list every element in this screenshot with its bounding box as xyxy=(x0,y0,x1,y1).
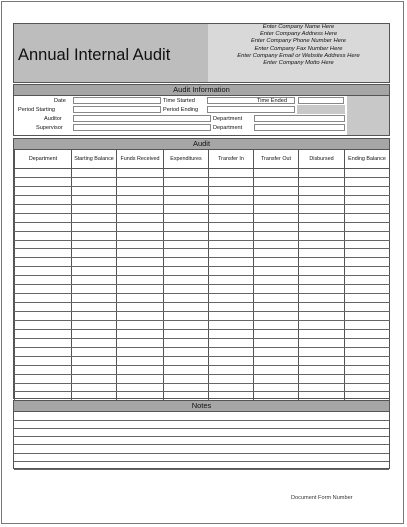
table-cell[interactable] xyxy=(254,249,299,258)
table-cell[interactable] xyxy=(345,222,390,231)
table-cell[interactable] xyxy=(299,320,345,329)
table-cell[interactable] xyxy=(72,169,117,178)
notes-section xyxy=(13,400,390,469)
table-cell[interactable] xyxy=(164,347,209,356)
table-cell[interactable] xyxy=(299,383,345,392)
table-cell[interactable] xyxy=(164,249,209,258)
table-cell[interactable] xyxy=(209,267,254,276)
table-cell[interactable] xyxy=(164,231,209,240)
table-cell[interactable] xyxy=(15,347,72,356)
table-cell[interactable] xyxy=(254,276,299,285)
table-cell[interactable] xyxy=(254,365,299,374)
table-cell[interactable] xyxy=(72,303,117,312)
table-cell[interactable] xyxy=(254,383,299,392)
table-cell[interactable] xyxy=(72,258,117,267)
table-cell[interactable] xyxy=(164,312,209,321)
table-cell[interactable] xyxy=(117,338,164,347)
table-row xyxy=(15,356,390,365)
table-cell[interactable] xyxy=(299,258,345,267)
period-ending-field[interactable] xyxy=(207,106,295,113)
notes-line[interactable] xyxy=(14,436,389,437)
company-motto[interactable]: Enter Company Motto Here xyxy=(263,60,334,67)
table-cell[interactable] xyxy=(164,329,209,338)
audit-section xyxy=(13,138,390,399)
table-cell[interactable] xyxy=(117,249,164,258)
table-row xyxy=(15,383,390,392)
table-row xyxy=(15,303,390,312)
table-cell[interactable] xyxy=(117,383,164,392)
column-header: Transfer In xyxy=(209,150,254,169)
table-cell[interactable] xyxy=(254,320,299,329)
table-cell[interactable] xyxy=(345,213,390,222)
table-cell[interactable] xyxy=(299,312,345,321)
table-cell[interactable] xyxy=(299,267,345,276)
table-cell[interactable] xyxy=(209,169,254,178)
table-cell[interactable] xyxy=(117,231,164,240)
table-cell[interactable] xyxy=(299,177,345,186)
table-cell[interactable] xyxy=(164,276,209,285)
table-cell[interactable] xyxy=(254,329,299,338)
table-cell[interactable] xyxy=(15,222,72,231)
table-row xyxy=(15,222,390,231)
table-cell[interactable] xyxy=(164,222,209,231)
notes-line[interactable] xyxy=(14,461,389,462)
table-row xyxy=(15,312,390,321)
column-header: Disbursed xyxy=(299,150,345,169)
table-row xyxy=(15,329,390,338)
table-cell[interactable] xyxy=(209,186,254,195)
table-cell[interactable] xyxy=(117,213,164,222)
table-cell[interactable] xyxy=(15,374,72,383)
company-fax[interactable]: Enter Company Fax Number Here xyxy=(254,45,343,52)
company-email[interactable]: Enter Company Email or Website Address Here xyxy=(237,52,360,59)
table-cell[interactable] xyxy=(254,374,299,383)
form-number: Document Form Number xyxy=(291,495,353,501)
table-cell[interactable] xyxy=(209,347,254,356)
notes-line[interactable] xyxy=(14,444,389,445)
table-row xyxy=(15,169,390,178)
table-row xyxy=(15,249,390,258)
table-cell[interactable] xyxy=(15,356,72,365)
notes-line[interactable] xyxy=(14,453,389,454)
table-cell[interactable] xyxy=(117,374,164,383)
table-cell[interactable] xyxy=(254,169,299,178)
table-cell[interactable] xyxy=(117,312,164,321)
table-row xyxy=(15,320,390,329)
table-cell[interactable] xyxy=(254,303,299,312)
period-starting-field[interactable] xyxy=(73,106,161,113)
table-cell[interactable] xyxy=(299,213,345,222)
department-label: Department xyxy=(213,116,243,122)
form-title: Annual Internal Audit xyxy=(18,46,171,64)
table-cell[interactable] xyxy=(209,204,254,213)
column-header: Ending Balance xyxy=(345,150,390,169)
table-cell[interactable] xyxy=(299,356,345,365)
table-cell[interactable] xyxy=(117,329,164,338)
table-cell[interactable] xyxy=(15,312,72,321)
table-cell[interactable] xyxy=(254,240,299,249)
table-row xyxy=(15,267,390,276)
table-cell[interactable] xyxy=(164,213,209,222)
table-row xyxy=(15,195,390,204)
table-cell[interactable] xyxy=(299,169,345,178)
table-cell[interactable] xyxy=(117,356,164,365)
table-cell[interactable] xyxy=(117,186,164,195)
table-cell[interactable] xyxy=(15,338,72,347)
table-cell[interactable] xyxy=(72,312,117,321)
table-cell[interactable] xyxy=(117,258,164,267)
table-cell[interactable] xyxy=(254,195,299,204)
table-cell[interactable] xyxy=(164,365,209,374)
table-row xyxy=(15,186,390,195)
table-cell[interactable] xyxy=(72,365,117,374)
table-cell[interactable] xyxy=(164,383,209,392)
table-cell[interactable] xyxy=(209,177,254,186)
table-cell[interactable] xyxy=(345,249,390,258)
table-cell[interactable] xyxy=(15,213,72,222)
table-cell[interactable] xyxy=(345,320,390,329)
table-cell[interactable] xyxy=(117,365,164,374)
table-cell[interactable] xyxy=(15,276,72,285)
table-cell[interactable] xyxy=(209,320,254,329)
table-cell[interactable] xyxy=(117,267,164,276)
table-cell[interactable] xyxy=(164,195,209,204)
table-row xyxy=(15,347,390,356)
table-cell[interactable] xyxy=(72,356,117,365)
table-cell[interactable] xyxy=(117,347,164,356)
table-cell[interactable] xyxy=(254,204,299,213)
table-cell[interactable] xyxy=(117,320,164,329)
table-cell[interactable] xyxy=(209,329,254,338)
table-row xyxy=(15,294,390,303)
table-cell[interactable] xyxy=(164,186,209,195)
table-cell[interactable] xyxy=(345,338,390,347)
table-cell[interactable] xyxy=(345,169,390,178)
time-ended-label: Time Ended xyxy=(257,98,287,104)
table-cell[interactable] xyxy=(72,186,117,195)
table-cell[interactable] xyxy=(209,338,254,347)
table-cell[interactable] xyxy=(164,258,209,267)
time-ended-field[interactable] xyxy=(298,97,344,104)
table-cell[interactable] xyxy=(299,204,345,213)
table-cell[interactable] xyxy=(72,267,117,276)
table-cell[interactable] xyxy=(209,249,254,258)
table-cell[interactable] xyxy=(345,204,390,213)
department-2-field[interactable] xyxy=(254,124,345,131)
column-header: Funds Received xyxy=(117,150,164,169)
period-starting-label: Period Starting xyxy=(18,107,56,113)
table-cell[interactable] xyxy=(164,177,209,186)
table-cell[interactable] xyxy=(299,365,345,374)
table-cell[interactable] xyxy=(117,169,164,178)
table-cell[interactable] xyxy=(164,374,209,383)
table-cell[interactable] xyxy=(345,195,390,204)
table-cell[interactable] xyxy=(164,356,209,365)
period-ending-label: Period Ending xyxy=(163,107,199,113)
table-cell[interactable] xyxy=(209,222,254,231)
table-cell[interactable] xyxy=(209,383,254,392)
table-cell[interactable] xyxy=(164,338,209,347)
table-cell[interactable] xyxy=(299,294,345,303)
notes-title: Notes xyxy=(14,401,389,412)
audit-table xyxy=(14,149,390,419)
table-cell[interactable] xyxy=(15,240,72,249)
table-cell[interactable] xyxy=(299,231,345,240)
table-cell[interactable] xyxy=(164,240,209,249)
notes-line[interactable] xyxy=(14,469,389,470)
table-cell[interactable] xyxy=(15,294,72,303)
table-cell[interactable] xyxy=(299,329,345,338)
table-cell[interactable] xyxy=(345,347,390,356)
table-cell[interactable] xyxy=(15,320,72,329)
table-cell[interactable] xyxy=(299,276,345,285)
table-cell[interactable] xyxy=(254,356,299,365)
table-cell[interactable] xyxy=(209,374,254,383)
table-cell[interactable] xyxy=(117,240,164,249)
table-cell[interactable] xyxy=(15,195,72,204)
supervisor-field[interactable] xyxy=(73,124,211,131)
company-phone[interactable]: Enter Company Phone Number Here xyxy=(250,38,347,45)
date-field[interactable] xyxy=(73,97,161,104)
table-row xyxy=(15,365,390,374)
table-cell[interactable] xyxy=(72,383,117,392)
table-row xyxy=(15,258,390,267)
table-cell[interactable] xyxy=(15,177,72,186)
auditor-field[interactable] xyxy=(73,115,211,122)
table-cell[interactable] xyxy=(117,285,164,294)
table-cell[interactable] xyxy=(345,258,390,267)
table-cell[interactable] xyxy=(345,231,390,240)
table-cell[interactable] xyxy=(345,240,390,249)
department-field[interactable] xyxy=(254,115,345,122)
table-cell[interactable] xyxy=(117,222,164,231)
column-header: Expenditures xyxy=(164,150,209,169)
notes-line[interactable] xyxy=(14,420,389,421)
table-row xyxy=(15,213,390,222)
table-cell[interactable] xyxy=(209,356,254,365)
table-row xyxy=(15,338,390,347)
table-cell[interactable] xyxy=(299,186,345,195)
table-row xyxy=(15,204,390,213)
table-cell[interactable] xyxy=(254,213,299,222)
table-cell[interactable] xyxy=(345,329,390,338)
table-cell[interactable] xyxy=(72,294,117,303)
company-name[interactable]: Enter Company Name Here xyxy=(262,24,335,30)
table-cell[interactable] xyxy=(117,303,164,312)
date-label: Date xyxy=(54,98,66,104)
table-cell[interactable] xyxy=(209,285,254,294)
table-cell[interactable] xyxy=(345,177,390,186)
audit-title: Audit xyxy=(14,139,389,150)
column-header: Starting Balance xyxy=(72,150,117,169)
table-cell[interactable] xyxy=(254,294,299,303)
table-cell[interactable] xyxy=(345,267,390,276)
table-row xyxy=(15,177,390,186)
table-cell[interactable] xyxy=(15,285,72,294)
table-cell[interactable] xyxy=(254,285,299,294)
supervisor-label: Supervisor xyxy=(36,125,63,131)
auditor-label: Auditor xyxy=(44,116,62,122)
column-header: Transfer Out xyxy=(254,150,299,169)
table-cell[interactable] xyxy=(72,347,117,356)
table-cell[interactable] xyxy=(299,338,345,347)
table-cell[interactable] xyxy=(72,231,117,240)
table-cell[interactable] xyxy=(164,285,209,294)
table-cell[interactable] xyxy=(164,303,209,312)
table-cell[interactable] xyxy=(117,294,164,303)
table-cell[interactable] xyxy=(72,213,117,222)
table-cell[interactable] xyxy=(72,329,117,338)
notes-line[interactable] xyxy=(14,428,389,429)
table-cell[interactable] xyxy=(15,186,72,195)
table-cell[interactable] xyxy=(15,267,72,276)
table-cell[interactable] xyxy=(164,267,209,276)
table-cell[interactable] xyxy=(117,276,164,285)
table-cell[interactable] xyxy=(345,374,390,383)
table-cell[interactable] xyxy=(209,213,254,222)
table-cell[interactable] xyxy=(254,312,299,321)
table-cell[interactable] xyxy=(15,231,72,240)
table-cell[interactable] xyxy=(254,267,299,276)
table-cell[interactable] xyxy=(209,312,254,321)
table-cell[interactable] xyxy=(299,347,345,356)
audit-header-row xyxy=(15,150,390,169)
title-panel xyxy=(14,24,209,82)
table-cell[interactable] xyxy=(209,231,254,240)
table-cell[interactable] xyxy=(209,303,254,312)
time-started-label: Time Started xyxy=(163,98,195,104)
table-cell[interactable] xyxy=(209,258,254,267)
table-cell[interactable] xyxy=(345,383,390,392)
table-cell[interactable] xyxy=(209,195,254,204)
table-cell[interactable] xyxy=(72,338,117,347)
company-info-panel xyxy=(208,24,389,82)
table-cell[interactable] xyxy=(15,383,72,392)
table-cell[interactable] xyxy=(254,177,299,186)
audit-information-section xyxy=(13,84,390,136)
table-cell[interactable] xyxy=(299,285,345,294)
form-header xyxy=(13,23,390,83)
table-cell[interactable] xyxy=(15,249,72,258)
table-cell[interactable] xyxy=(72,240,117,249)
table-cell[interactable] xyxy=(345,285,390,294)
table-row xyxy=(15,276,390,285)
department-2-label: Department xyxy=(213,125,243,131)
table-cell[interactable] xyxy=(72,222,117,231)
table-cell[interactable] xyxy=(164,320,209,329)
table-cell[interactable] xyxy=(72,249,117,258)
gray-side-panel xyxy=(347,96,389,135)
table-cell[interactable] xyxy=(72,195,117,204)
table-cell[interactable] xyxy=(72,276,117,285)
table-cell[interactable] xyxy=(209,365,254,374)
table-cell[interactable] xyxy=(72,285,117,294)
table-cell[interactable] xyxy=(164,204,209,213)
table-cell[interactable] xyxy=(15,329,72,338)
table-cell[interactable] xyxy=(345,276,390,285)
table-cell[interactable] xyxy=(254,338,299,347)
table-cell[interactable] xyxy=(345,294,390,303)
table-cell[interactable] xyxy=(15,204,72,213)
table-cell[interactable] xyxy=(254,186,299,195)
table-cell[interactable] xyxy=(72,374,117,383)
table-cell[interactable] xyxy=(299,240,345,249)
column-header: Department xyxy=(15,150,72,169)
table-cell[interactable] xyxy=(15,169,72,178)
table-cell[interactable] xyxy=(345,186,390,195)
table-row xyxy=(15,374,390,383)
table-row xyxy=(15,231,390,240)
table-cell[interactable] xyxy=(254,222,299,231)
table-cell[interactable] xyxy=(345,312,390,321)
table-cell[interactable] xyxy=(254,231,299,240)
table-cell[interactable] xyxy=(15,365,72,374)
table-cell[interactable] xyxy=(345,356,390,365)
table-cell[interactable] xyxy=(299,195,345,204)
gray-filler xyxy=(297,105,345,114)
table-cell[interactable] xyxy=(15,303,72,312)
company-address[interactable]: Enter Company Address Here xyxy=(259,31,338,38)
table-cell[interactable] xyxy=(254,347,299,356)
table-cell[interactable] xyxy=(117,177,164,186)
table-cell[interactable] xyxy=(299,222,345,231)
table-cell[interactable] xyxy=(117,204,164,213)
table-cell[interactable] xyxy=(209,276,254,285)
table-cell[interactable] xyxy=(72,320,117,329)
table-cell[interactable] xyxy=(299,303,345,312)
table-row xyxy=(15,285,390,294)
table-cell[interactable] xyxy=(345,365,390,374)
table-cell[interactable] xyxy=(164,169,209,178)
table-cell[interactable] xyxy=(15,258,72,267)
table-cell[interactable] xyxy=(299,374,345,383)
table-cell[interactable] xyxy=(72,177,117,186)
table-cell[interactable] xyxy=(299,249,345,258)
table-cell[interactable] xyxy=(209,294,254,303)
table-cell[interactable] xyxy=(254,258,299,267)
audit-information-title: Audit Information xyxy=(14,85,389,96)
table-cell[interactable] xyxy=(164,294,209,303)
table-cell[interactable] xyxy=(117,195,164,204)
table-row xyxy=(15,240,390,249)
table-cell[interactable] xyxy=(72,204,117,213)
table-cell[interactable] xyxy=(209,240,254,249)
table-cell[interactable] xyxy=(345,303,390,312)
